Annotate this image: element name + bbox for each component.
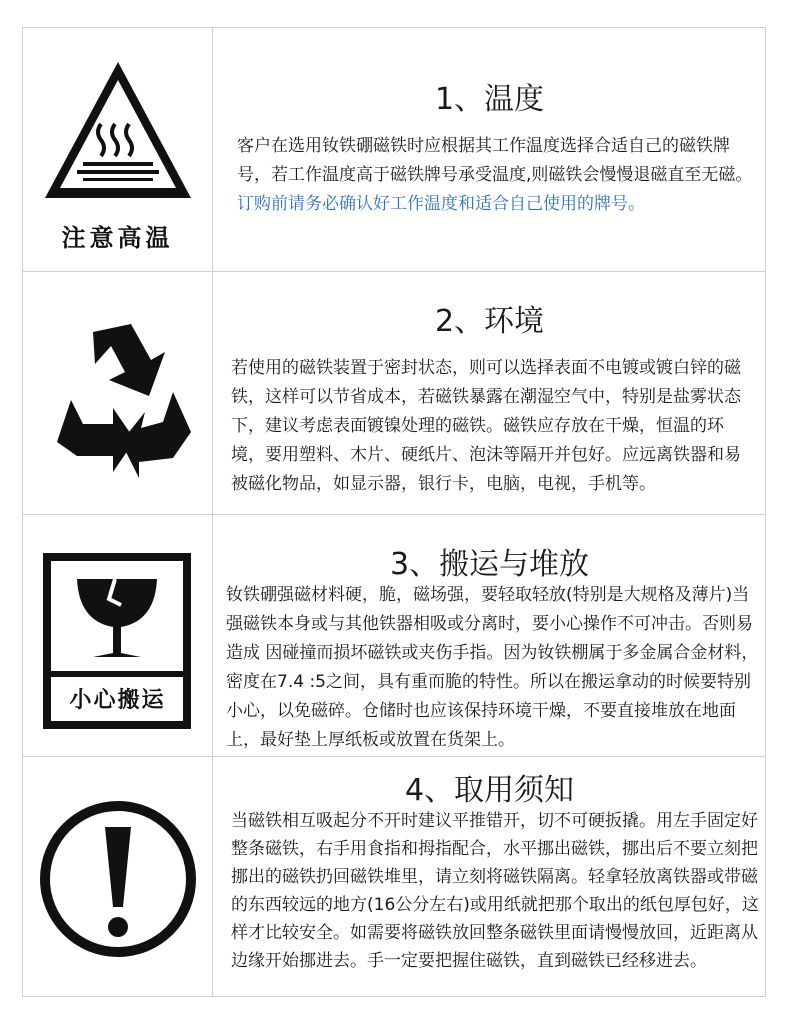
section-body: 若使用的磁铁装置于密封状态，则可以选择表面不电镀或镀白锌的磁铁，这样可以节省成本，若磁铁暴露在潮湿空气中，特别是盐雾状态下，建议考虑表面镀镍处理的磁铁。磁铁应存放在干燥，恒温的环境，要用塑料、木片、硬纸片、泡沫等隔开并包好。应远离铁器和易被磁化物品，如显示器，银行卡，电脑，电视，手机等。 [231,358,741,494]
section-title: 1、温度 [434,82,545,117]
section-body: 钕铁硼强磁材料硬，脆，磁场强，要轻取轻放(特别是大规格及薄片)当强磁铁本身或与其他铁器相吸或分离时，要小心操作不可冲击。否则易造成 因碰撞而损坏磁铁或夹伤手指。因为钕铁棚属于多金属合金材料，密度在7.4 :5之间，具有重而脆的特性。所以在搬运拿动的时候要特别小心，以免磁碎。仓储时也应该保持环境干燥，不要直接堆放在地面上，最好垫上厚纸板或放置在货架上。 [226,585,759,750]
fragile-glass-icon [23,515,213,757]
exclamation-icon [23,757,213,997]
section-body [237,132,757,219]
highlight-text: 订购前请务必确认好工作温度和适合自己使用的牌号。 [237,194,645,214]
caption-hot-warning: 注意高温 [61,224,174,252]
icon-cell [23,515,213,756]
caption-handle-with-care: 小心搬运 [69,688,166,713]
section-temperature [23,28,765,271]
section-title: 2、环境 [434,304,545,339]
recycle-icon [23,272,213,515]
section-handling [23,514,765,756]
magnet-usage-notice-sheet [22,27,766,997]
section-body: 当磁铁相互吸起分不开时建议平推错开，切不可硬扳撬。用左手固定好整条磁铁，右手用食指和拇指配合，水平挪出磁铁，挪出后不要立刻把挪出的磁铁扔回磁铁堆里，请立刻将磁铁隔离。轻拿轻放离铁器或带磁的东西较远的地方(16公分左右)或用纸就把那个取出的纸包厚包好，这样才比较安全。如需要将磁铁放回整条磁铁里面请慢慢放回，近距离从边缘开始挪进去。手一定要把握住磁铁，直到磁铁已经移进去。 [231,811,759,971]
section-title: 3、搬运与堆放 [389,547,590,582]
section-title: 4、取用须知 [404,773,575,808]
section-environment [23,271,765,514]
icon-cell [23,28,213,271]
body-text: 客户在选用钕铁硼磁铁时应根据其工作温度选择合适自己的磁铁牌号，若工作温度高于磁铁牌号承受温度,则磁铁会慢慢退磁直至无磁。 [237,136,753,185]
icon-cell [23,757,213,996]
icon-cell [23,272,213,514]
section-usage [23,756,765,996]
